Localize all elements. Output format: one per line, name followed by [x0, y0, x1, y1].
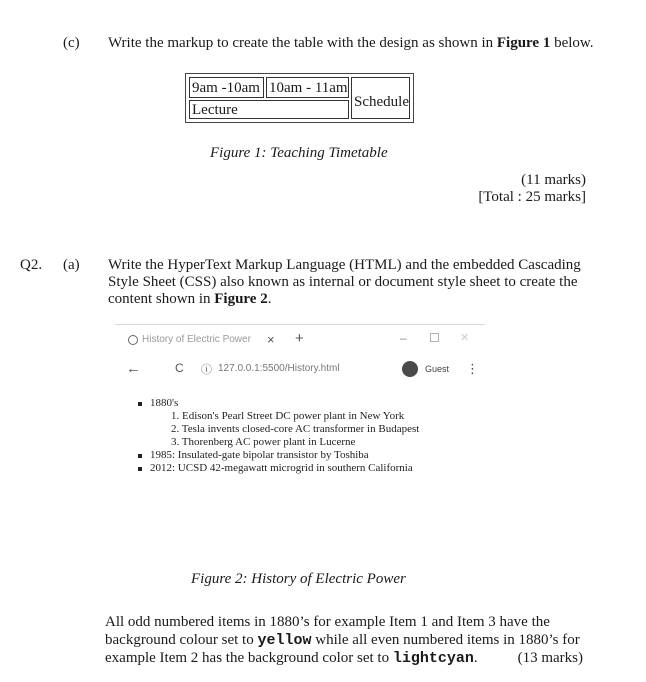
browser-screenshot: [115, 324, 485, 561]
history-list: [132, 397, 419, 475]
note-line-3: [105, 649, 478, 668]
part-c-text-after: below.: [550, 35, 594, 51]
sublist-item-3: 3. Thorenberg AC power plant in Lucerne: [171, 436, 356, 448]
q2-line-3-before: content shown in: [108, 291, 215, 307]
note-line-2: [105, 631, 580, 650]
figure2-caption: Figure 2: History of Electric Power: [191, 571, 406, 587]
note-line-3-after: .: [473, 650, 478, 666]
q2-line-3-after: .: [267, 291, 272, 307]
q2-figure-ref: Figure 2: [214, 291, 268, 307]
url-field[interactable]: 127.0.0.1:5500/History.html: [218, 363, 340, 374]
sublist-item-1: 1. Edison's Pearl Street DC power plant in New York: [171, 410, 405, 422]
cell-slot-10-11: 10am - 11am: [266, 77, 349, 98]
window-close-icon[interactable]: ✕: [460, 332, 470, 344]
question-number: Q2.: [20, 257, 43, 273]
tab-close-icon[interactable]: ×: [267, 332, 275, 347]
note-line-2-after: while all even numbered items in 1880’s for: [311, 632, 580, 648]
part-c-figure-ref: Figure 1: [496, 35, 551, 51]
back-arrow-icon[interactable]: ←: [126, 360, 141, 377]
timetable-table: [185, 73, 414, 123]
tab-title[interactable]: History of Electric Power: [142, 334, 251, 345]
cell-lecture: Lecture: [189, 100, 349, 119]
tab-bar: [115, 325, 485, 355]
part-c-instruction: [108, 34, 594, 52]
q2a-marks: (13 marks): [517, 650, 583, 666]
note-line-1: All odd numbered items in 1880’s for example Item 1 and Item 3 have the: [105, 614, 550, 630]
total-marks: [Total : 25 marks]: [478, 189, 586, 205]
sublist-1880s: [150, 410, 419, 449]
q2-line-2: Style Sheet (CSS) also known as internal or document style sheet to create the: [108, 274, 578, 290]
part-c-text-before: Write the markup to create the table with the design as shown in: [108, 35, 497, 51]
globe-icon: [128, 335, 138, 345]
sublist-item-2: 2. Tesla invents closed-core AC transformer in Budapest: [171, 423, 420, 435]
list-item-1985: 1985: Insulated-gate bipolar transistor by Toshiba: [132, 449, 419, 462]
note-line-3-before: example Item 2 has the background color set to: [105, 650, 393, 666]
minimize-icon[interactable]: –: [400, 331, 407, 345]
code-yellow: yellow: [257, 632, 312, 649]
list-item-1880s: [132, 397, 419, 449]
note-line-2-before: background colour set to: [105, 632, 258, 648]
list-item-1880s-label: 1880's: [150, 397, 179, 409]
cell-schedule: Schedule: [351, 77, 410, 119]
q2-line-1: Write the HyperText Markup Language (HTML) and the embedded Cascading: [108, 257, 581, 273]
profile-avatar-icon[interactable]: [402, 361, 418, 377]
new-tab-icon[interactable]: +: [295, 330, 304, 347]
part-c-label: (c): [63, 35, 80, 51]
reload-icon[interactable]: C: [175, 361, 184, 375]
address-bar-row: [115, 355, 485, 387]
part-c-marks: (11 marks): [521, 172, 586, 188]
figure1-caption: Figure 1: Teaching Timetable: [210, 145, 388, 161]
maximize-icon[interactable]: ☐: [429, 331, 440, 345]
q2-line-3: [108, 290, 271, 308]
code-lightcyan: lightcyan: [392, 650, 474, 667]
info-icon: ⓘ: [201, 364, 212, 376]
profile-label[interactable]: Guest: [425, 364, 450, 374]
list-item-2012: 2012: UCSD 42-megawatt microgrid in southern California: [132, 462, 419, 475]
cell-slot-9-10: 9am -10am: [189, 77, 264, 98]
menu-icon[interactable]: ⋮: [466, 361, 479, 376]
q2-part-a-label: (a): [63, 257, 80, 273]
